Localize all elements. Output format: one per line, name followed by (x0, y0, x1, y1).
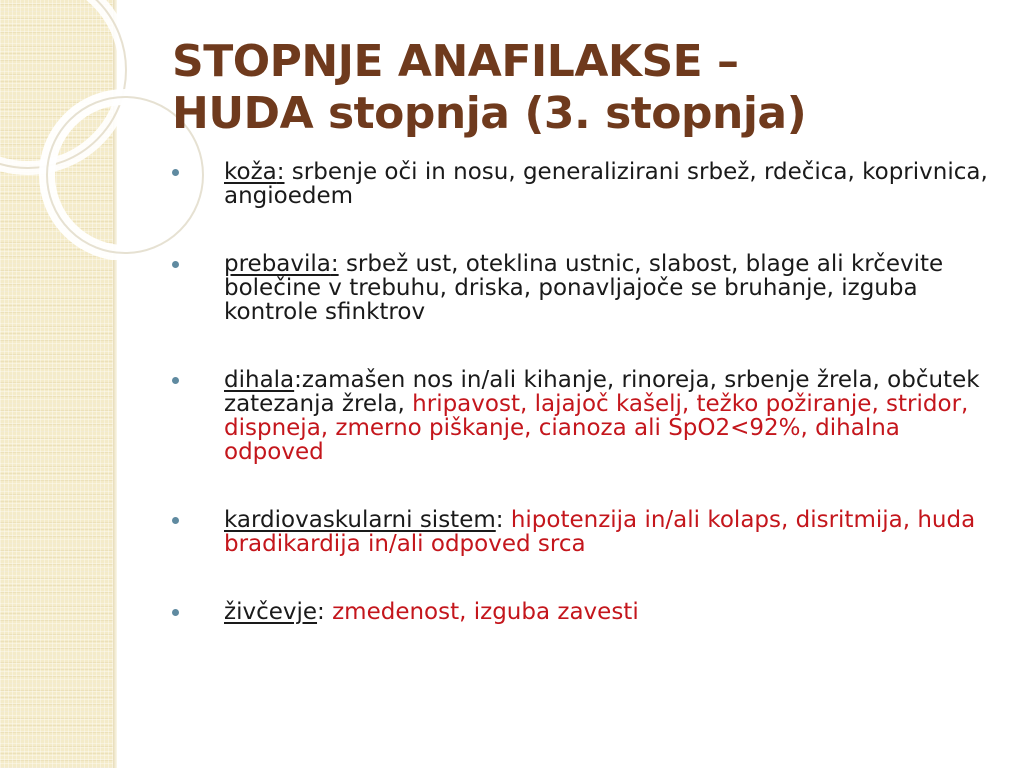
bullet-dot-icon (172, 609, 179, 616)
title-line-1: STOPNJE ANAFILAKSE – (172, 36, 739, 87)
bullet-term: koža (224, 159, 277, 185)
bullet-term: prebavila (224, 251, 331, 277)
bullet-item-kardiovaskularni-sistem (172, 508, 1000, 556)
bullet-separator: : (276, 159, 285, 185)
bullet-term: živčevje (224, 599, 318, 625)
bullet-separator: : (317, 599, 325, 625)
bullet-item-dihala (172, 368, 1000, 464)
bullet-text (504, 507, 511, 533)
bullet-dot-icon (172, 169, 179, 176)
bullet-dot-icon (172, 517, 179, 524)
bullet-item-prebavila (172, 252, 1000, 324)
bullet-separator: : (294, 367, 302, 393)
bullet-item-zivcevje (172, 600, 1000, 624)
bullet-text (325, 599, 332, 625)
bullet-list (172, 160, 1000, 668)
bullet-red-text: hripavost, lajajoč kašelj, težko požiranje, stridor, dispneja, zmerno piškanje, cianoza ali SpO2<92%, dihalna odpoved (224, 391, 969, 465)
bullet-dot-icon (172, 377, 179, 384)
bullet-text: srbež ust, oteklina ustnic, slabost, blage ali krčevite bolečine v trebuhu, driska, ponavljajoče se bruhanje, izguba kontrole sfinktrov (224, 251, 944, 325)
bullet-dot-icon (172, 261, 179, 268)
bullet-separator: : (495, 507, 504, 533)
side-band-edge (113, 0, 117, 768)
bullet-term: dihala (224, 367, 295, 393)
decorative-side-band (0, 0, 113, 768)
bullet-item-koza (172, 160, 1000, 208)
bullet-red-text: zmedenost, izguba zavesti (332, 599, 639, 625)
bullet-text: zamašen nos in/ali kihanje, rinoreja, srbenje žrela, občutek zatezanja žrela, (224, 367, 980, 417)
bullet-term: kardiovaskularni sistem (224, 507, 496, 533)
title-line-2-rest: stopnja (3. stopnja) (327, 87, 807, 139)
bullet-separator: : (330, 251, 339, 277)
bullet-red-text: hipotenzija in/ali kolaps, disritmija, huda bradikardija in/ali odpoved srca (224, 507, 976, 557)
title-line-2-bold: HUDA (172, 87, 328, 139)
slide-title (172, 36, 992, 140)
bullet-text: srbenje oči in nosu, generalizirani srbež, rdečica, koprivnica, angioedem (224, 159, 988, 209)
